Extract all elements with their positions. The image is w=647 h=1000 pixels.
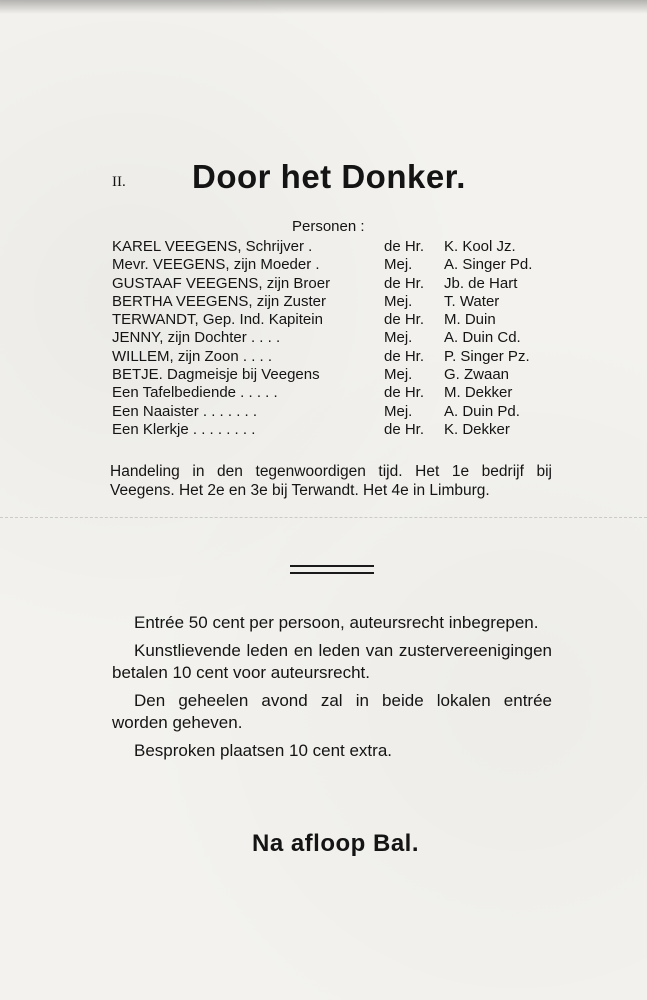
cast-role: BERTHA VEEGENS, zijn Zuster	[112, 292, 326, 310]
cast-list	[112, 238, 562, 439]
cast-role: Een Tafelbediende . . . . .	[112, 384, 278, 402]
cast-actor-prefix: Mej.	[384, 366, 413, 384]
cast-actor: P. Singer Pz.	[444, 347, 530, 365]
cast-row	[112, 384, 562, 402]
cast-role: BETJE. Dagmeisje bij Veegens	[112, 366, 320, 384]
cast-actor-prefix: Mej.	[384, 402, 413, 420]
cast-row	[112, 329, 562, 347]
cast-role: WILLEM, zijn Zoon . . . .	[112, 347, 273, 365]
setting-description: Handeling in den tegenwoordigen tijd. Het 1e bedrijf bij Veegens. Het 2e en 3e bij Terwandt. Het 4e in Limburg.	[110, 463, 552, 499]
cast-role: KAREL VEEGENS, Schrijver .	[112, 238, 313, 255]
cast-heading: Personen :	[292, 218, 365, 235]
cast-row	[112, 275, 562, 293]
cast-actor-prefix: Mej.	[384, 256, 413, 274]
cast-actor: K. Dekker	[444, 420, 510, 438]
cast-role: Een Naaister . . . . . . .	[112, 402, 258, 420]
cast-actor: T. Water	[444, 292, 500, 310]
cast-actor: M. Dekker	[444, 384, 513, 402]
double-rule-divider	[290, 565, 374, 574]
admission-paragraph: Den geheelen avond zal in beide lokalen entrée worden geheven.	[112, 691, 552, 732]
cast-actor: A. Duin Cd.	[444, 329, 521, 347]
cast-row	[112, 403, 562, 421]
scan-top-edge	[0, 0, 647, 14]
cast-actor: G. Zwaan	[444, 366, 510, 384]
cast-actor-prefix: de Hr.	[384, 311, 425, 329]
cast-actor: Jb. de Hart	[444, 274, 518, 292]
cast-row	[112, 366, 562, 384]
cast-role: Een Klerkje . . . . . . . .	[112, 420, 256, 438]
cast-row	[112, 348, 562, 366]
cast-row	[112, 421, 562, 439]
cast-actor-prefix: de Hr.	[384, 384, 425, 402]
cast-actor-prefix: de Hr.	[384, 420, 425, 438]
title-row	[112, 158, 532, 202]
cast-actor-prefix: Mej.	[384, 292, 413, 310]
cast-actor: M. Duin	[444, 311, 496, 329]
paper-fold-line	[0, 517, 647, 518]
closing-announcement: Na afloop Bal.	[251, 830, 420, 857]
cast-actor: A. Singer Pd.	[444, 256, 533, 274]
cast-actor-prefix: de Hr.	[384, 274, 425, 292]
cast-row	[112, 311, 562, 329]
play-title: Door het Donker.	[192, 158, 466, 195]
admission-info	[112, 612, 552, 768]
admission-paragraph: Besproken plaatsen 10 cent extra.	[134, 741, 392, 760]
act-number: II.	[112, 174, 126, 190]
cast-row	[112, 238, 562, 256]
cast-actor: A. Duin Pd.	[444, 402, 520, 420]
cast-actor-prefix: Mej.	[384, 329, 413, 347]
admission-paragraph: Entrée 50 cent per persoon, auteursrecht inbegrepen.	[134, 613, 539, 632]
cast-actor: K. Kool Jz.	[444, 238, 516, 255]
cast-role: JENNY, zijn Dochter . . . .	[112, 329, 281, 347]
cast-row	[112, 293, 562, 311]
cast-role: TERWANDT, Gep. Ind. Kapitein	[112, 311, 323, 329]
cast-row	[112, 256, 562, 274]
cast-actor-prefix: de Hr.	[384, 347, 425, 365]
admission-paragraph: Kunstlievende leden en leden van zustervereenigingen betalen 10 cent voor auteursrecht.	[112, 641, 552, 682]
cast-role: Mevr. VEEGENS, zijn Moeder .	[112, 256, 320, 274]
cast-role: GUSTAAF VEEGENS, zijn Broer	[112, 274, 331, 292]
cast-actor-prefix: de Hr.	[384, 238, 425, 255]
